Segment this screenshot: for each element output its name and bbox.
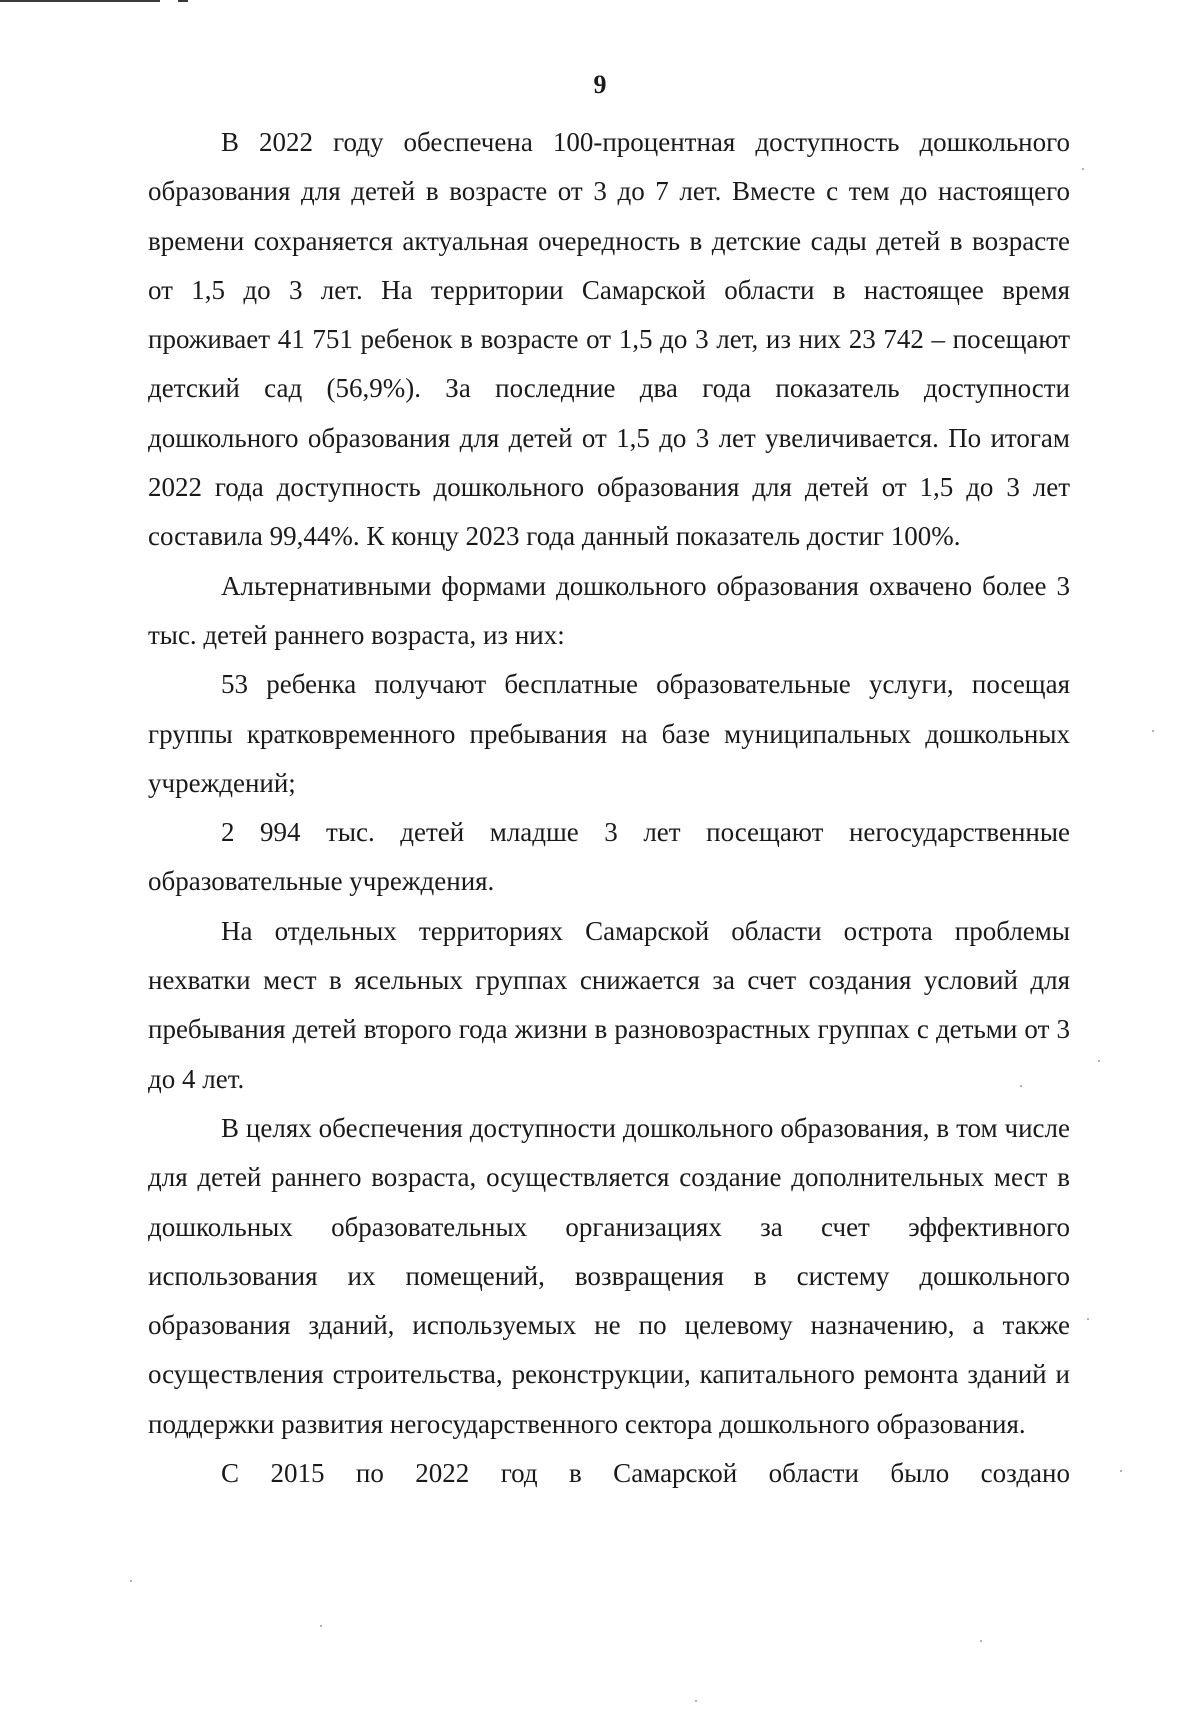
scan-speck <box>320 1625 322 1627</box>
scan-speck <box>980 1640 982 1642</box>
scan-speck <box>1098 1060 1100 1062</box>
scan-speck <box>1120 1470 1122 1472</box>
paragraph-nursery-shortage: На отдельных территориях Самарской области острота проблемы нехватки мест в ясельных группах снижается за счет создания условий для пребывания детей второго года жизни в разновозрастных группах с детьми от 3 до 4 лет. <box>148 915 1070 1094</box>
scan-speck <box>1152 730 1154 732</box>
scan-edge-mark <box>0 0 160 2</box>
paragraph-preschool-availability: В 2022 году обеспечена 100-процентная доступность дошкольного образования для детей в возрасте от 3 до 7 лет. Вместе с тем до настоящего времени сохраняется актуальная очередность в детские сады детей в возрасте от 1,5 до 3 лет. На территории Самарской области в настоящее время проживает 41 751 ребенок в возрасте от 1,5 до 3 лет, из них 23 742 – посещают детский сад (56,9%). За последние два года показатель доступности дошкольного образования для детей от 1,5 до 3 лет увеличивается. По итогам 2022 года доступность дошкольного образования для детей от 1,5 до 3 лет составила 99,44%. К концу 2023 года данный показатель достиг 100%. <box>148 127 1070 552</box>
scan-speck <box>130 1580 132 1582</box>
scan-speck <box>1082 168 1084 170</box>
paragraph-additional-places: В целях обеспечения доступности дошкольного образования, в том числе для детей раннего возраста, осуществляется создание дополнительных мест в дошкольных образовательных организациях за счет эффективного использования их помещений, возвращения в систему дошкольного образования зданий, используемых не по целевому назначению, а также осуществления строительства, реконструкции, капитального ремонта зданий и поддержки развития негосударственного сектора дошкольного образования. <box>148 1112 1070 1439</box>
paragraph-alternative-forms: Альтернативными формами дошкольного образования охвачено более 3 тыс. детей раннего возраста, из них: <box>148 570 1070 650</box>
paragraph-non-state-institutions: 2 994 тыс. детей младше 3 лет посещают негосударственные образовательные учреждения. <box>148 817 1070 897</box>
scan-speck <box>695 1700 697 1702</box>
scan-speck <box>1020 1085 1022 1087</box>
scan-speck <box>1087 1318 1089 1320</box>
page-number: 9 <box>593 70 607 99</box>
document-body <box>148 118 1070 1498</box>
paragraph-created-since-2015: С 2015 по 2022 год в Самарской области было создано <box>221 1458 1070 1489</box>
scan-edge-mark <box>178 0 188 2</box>
paragraph-short-stay-groups: 53 ребенка получают бесплатные образовательные услуги, посещая группы кратковременного пребывания на базе муниципальных дошкольных учреждений; <box>148 669 1070 798</box>
